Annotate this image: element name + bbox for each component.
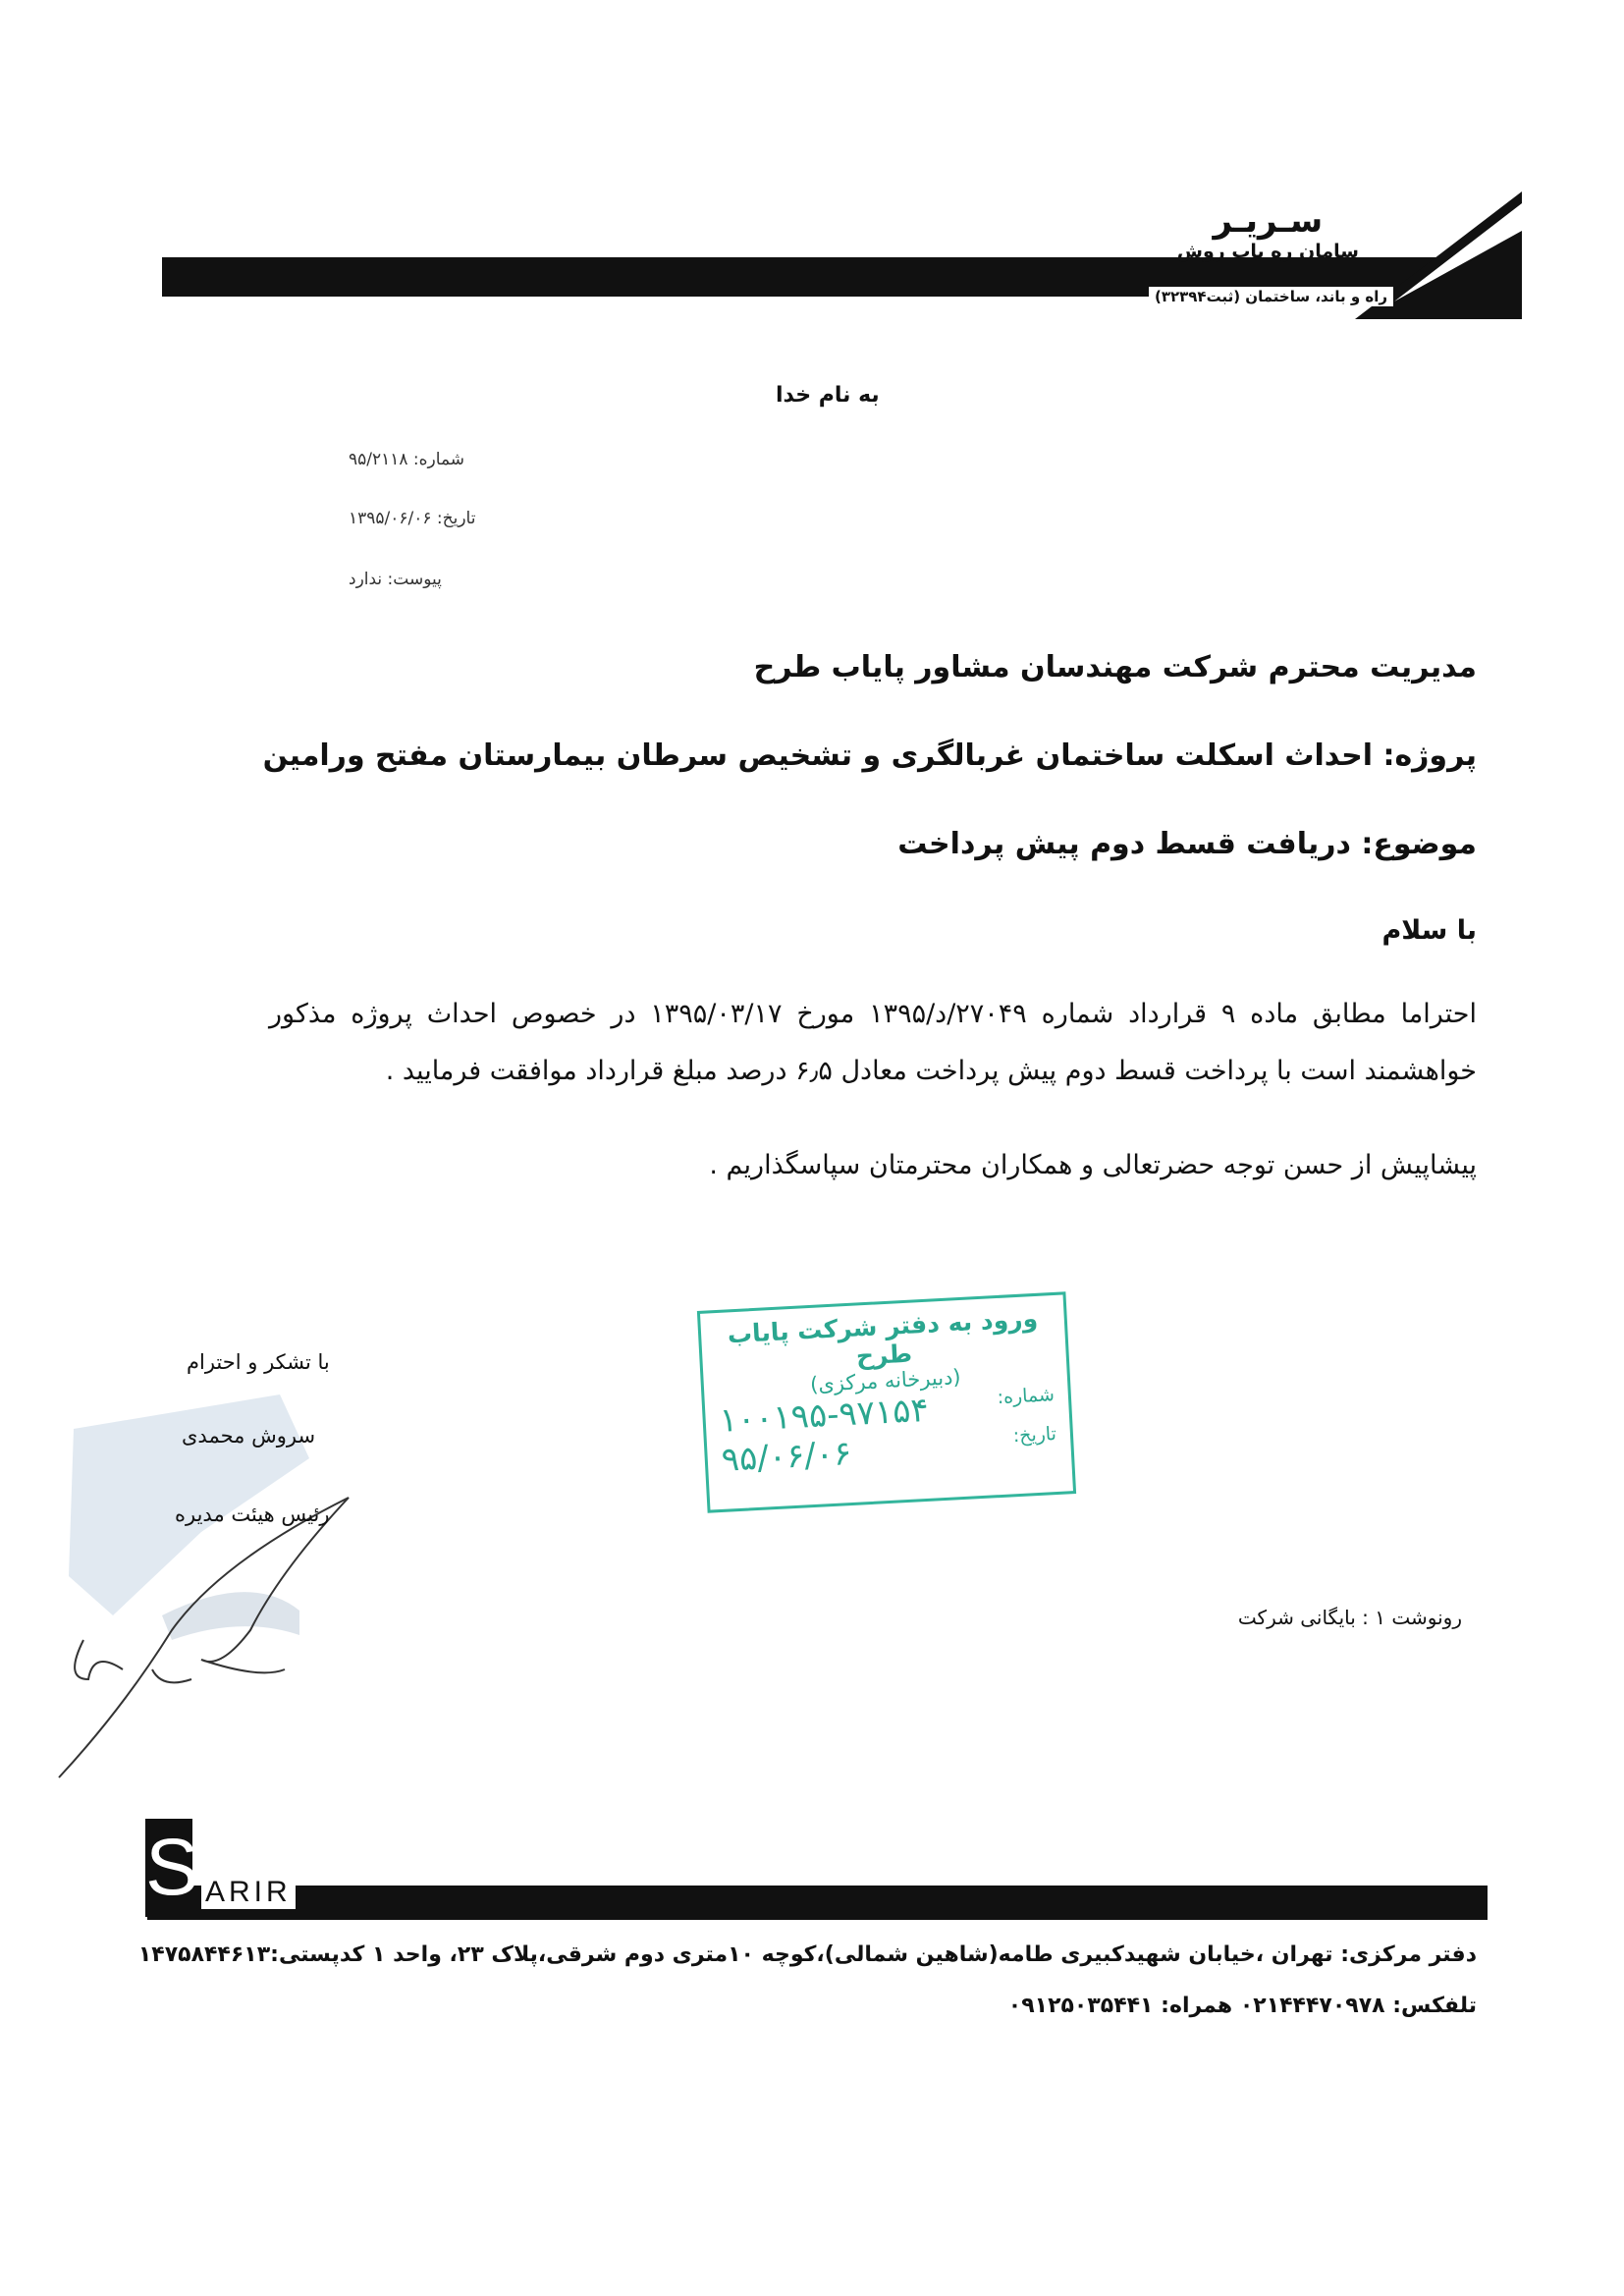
stamp-date-value: ۹۵/۰۶/۰۶ xyxy=(720,1433,853,1480)
signature-seal-graphic xyxy=(54,1385,378,1807)
received-stamp xyxy=(697,1291,1076,1512)
recipient: مدیریت محترم شرکت مهندسان مشاور پایاب طرح xyxy=(753,650,1477,684)
letter-number: شماره: ۹۵/۲۱۱۸ xyxy=(349,450,465,469)
closing-paragraph: پیشاپیش از حسن توجه حضرتعالی و همکاران محترمتان سپاسگذاریم . xyxy=(709,1150,1477,1180)
company-logo xyxy=(1177,201,1359,262)
company-tagline: سامان ره یاب روش xyxy=(1176,241,1359,262)
body-paragraph: احتراما مطابق ماده ۹ قرارداد شماره ۲۷۰۴۹/د/۱۳۹۵ مورخ ۱۳۹۵/۰۳/۱۷ در خصوص احداث پروژه مذکور خواهشمند است با پرداخت قسط دوم پیش پرداخت معادل ۶٫۵ درصد مبلغ قرارداد موافقت فرمایید . xyxy=(269,999,1477,1086)
signatory-title: رئیس هیئت مدیره xyxy=(175,1503,330,1526)
stamp-number-value: ۱۰۰۱۹۵-۹۷۱۵۴ xyxy=(718,1390,930,1441)
company-brand: سـریـر xyxy=(1213,201,1324,241)
stamp-title: ورود به دفتر شرکت پایاب طرح xyxy=(727,1303,1039,1371)
letter-date: تاریخ: ۱۳۹۵/۰۶/۰۶ xyxy=(349,509,476,528)
company-registration: راه و باند، ساختمان (ثبت۳۲۳۹۴) xyxy=(1149,287,1393,306)
signature-salutation: با تشکر و احترام xyxy=(187,1350,330,1374)
footer-bar xyxy=(147,1886,1488,1920)
greeting: با سلام xyxy=(1381,915,1477,946)
footer-logo-text: ARIR xyxy=(201,1876,296,1909)
footer-phones: تلفکس: ۰۲۱۴۴۴۷۰۹۷۸ همراه: ۰۹۱۲۵۰۳۵۴۴۱ xyxy=(1007,1994,1477,2018)
letter-attachment: پیوست: ندارد xyxy=(349,570,442,589)
bismillah-heading: به نام خدا xyxy=(776,383,880,408)
footer-address: دفتر مرکزی: تهران ،خیابان شهیدکبیری طامه(شاهین شمالی)،کوچه ۱۰متری دوم شرقی،پلاک ۲۳، واحد ۱ کدپستی:۱۴۷۵۸۴۴۶۱۳ xyxy=(137,1942,1477,1967)
footer-logo-letter: S xyxy=(145,1819,192,1917)
signatory-name: سروش محمدی xyxy=(182,1424,316,1448)
stamp-subtitle: (دبیرخانه مرکزی) xyxy=(809,1365,962,1397)
stamp-number-label: شماره: xyxy=(997,1384,1056,1409)
stamp-date-label: تاریخ: xyxy=(1012,1423,1057,1448)
carbon-copy-line: رونوشت ۱ : بایگانی شرکت xyxy=(1237,1606,1462,1629)
project-line: پروژه: احداث اسکلت ساختمان غربالگری و تشخیص سرطان بیمارستان مفتح ورامین xyxy=(262,738,1477,773)
subject-line: موضوع: دریافت قسط دوم پیش پرداخت xyxy=(897,827,1477,861)
